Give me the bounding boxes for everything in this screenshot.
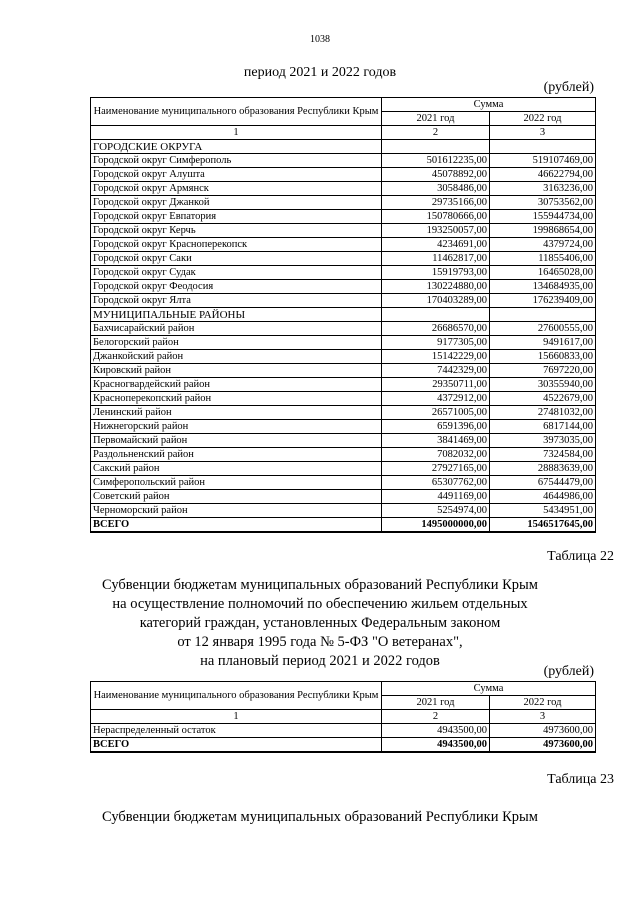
unit-label-2: (рублей) — [543, 664, 594, 679]
table-row — [91, 448, 596, 462]
table22-title-line: Субвенции бюджетам муниципальных образований Республики Крым — [102, 577, 538, 593]
cell-name: Ленинский район — [91, 406, 382, 420]
table-row — [91, 280, 596, 294]
cell-name: Городской округ Судак — [91, 266, 382, 280]
cell-2022: 519107469,00 — [490, 154, 596, 168]
cell-2022: 155944734,00 — [490, 210, 596, 224]
cell-2022: 16465028,00 — [490, 266, 596, 280]
cell-2022: 4644986,00 — [490, 490, 596, 504]
cell-name: Первомайский район — [91, 434, 382, 448]
table-row — [91, 378, 596, 392]
cell-2022: 15660833,00 — [490, 350, 596, 364]
table-row — [91, 350, 596, 364]
cell-name: Джанкойский район — [91, 350, 382, 364]
index-3: 3 — [490, 126, 596, 140]
total-row — [91, 738, 596, 753]
header-year-2022: 2022 год — [490, 112, 596, 126]
table-row — [91, 154, 596, 168]
table-row — [91, 224, 596, 238]
cell-name: Сакский район — [91, 462, 382, 476]
cell-2022: 30753562,00 — [490, 196, 596, 210]
cell-2021: 4943500,00 — [382, 738, 490, 753]
cell-2022: 5434951,00 — [490, 504, 596, 518]
cell-name: Городской округ Феодосия — [91, 280, 382, 294]
table22-title-line: категорий граждан, установленных Федеральным законом — [139, 615, 501, 631]
header-year-2021: 2021 год — [382, 112, 490, 126]
table-row — [91, 252, 596, 266]
cell-2021: 15919793,00 — [382, 266, 490, 280]
cell-name: ГОРОДСКИЕ ОКРУГА — [91, 140, 382, 154]
cell-name: Белогорский район — [91, 336, 382, 350]
cell-name: Нераспределенный остаток — [91, 724, 382, 738]
total-row — [91, 518, 596, 533]
cell-2022: 176239409,00 — [490, 294, 596, 308]
cell-2021: 7442329,00 — [382, 364, 490, 378]
table-row — [91, 504, 596, 518]
cell-2022: 4973600,00 — [490, 724, 596, 738]
cell-2021: 6591396,00 — [382, 420, 490, 434]
table-row — [91, 168, 596, 182]
cell-name: Раздольненский район — [91, 448, 382, 462]
table22-title — [40, 576, 600, 671]
table-header-row — [91, 682, 596, 696]
cell-name: Симферопольский район — [91, 476, 382, 490]
cell-name: Бахчисарайский район — [91, 322, 382, 336]
table-row — [91, 490, 596, 504]
cell-2022: 3163236,00 — [490, 182, 596, 196]
cell-2022: 4973600,00 — [490, 738, 596, 753]
cell-name: Городской округ Евпатория — [91, 210, 382, 224]
cell-2022: 46622794,00 — [490, 168, 596, 182]
cell-name: Городской округ Ялта — [91, 294, 382, 308]
table-row — [91, 406, 596, 420]
cell-name: Городской округ Симферополь — [91, 154, 382, 168]
unit-label: (рублей) — [543, 80, 594, 95]
cell-2021: 29735166,00 — [382, 196, 490, 210]
header-name-col: Наименование муниципального образования Республики Крым — [91, 98, 382, 126]
cell-name: ВСЕГО — [91, 738, 382, 753]
cell-name: Городской округ Керчь — [91, 224, 382, 238]
table-index-row — [91, 126, 596, 140]
index-2: 2 — [382, 710, 490, 724]
table22-caption: Таблица 22 — [547, 549, 614, 564]
table-header-row — [91, 98, 596, 112]
table-row — [91, 434, 596, 448]
table-row — [91, 462, 596, 476]
cell-2022: 199868654,00 — [490, 224, 596, 238]
table-row — [91, 210, 596, 224]
cell-name: Городской округ Джанкой — [91, 196, 382, 210]
cell-2021: 4234691,00 — [382, 238, 490, 252]
table-row — [91, 182, 596, 196]
table22-title-line: на осуществление полномочий по обеспечению жильем отдельных — [112, 596, 528, 612]
cell-2021: 170403289,00 — [382, 294, 490, 308]
subvention-table-1 — [90, 97, 596, 533]
cell-2022: 28883639,00 — [490, 462, 596, 476]
index-1: 1 — [91, 710, 382, 724]
cell-2022: 6817144,00 — [490, 420, 596, 434]
table-row — [91, 420, 596, 434]
table-heading-tail: период 2021 и 2022 годов — [243, 65, 397, 80]
cell-2021: 5254974,00 — [382, 504, 490, 518]
cell-name: Городской округ Алушта — [91, 168, 382, 182]
cell-2021: 4372912,00 — [382, 392, 490, 406]
cell-2021: 130224880,00 — [382, 280, 490, 294]
cell-2021: 26686570,00 — [382, 322, 490, 336]
table-row — [91, 336, 596, 350]
cell-2021: 15142229,00 — [382, 350, 490, 364]
cell-name: Нижнегорский район — [91, 420, 382, 434]
cell-2022 — [490, 308, 596, 322]
table-row — [91, 476, 596, 490]
cell-name: Городской округ Саки — [91, 252, 382, 266]
table23-caption: Таблица 23 — [547, 772, 614, 787]
table-row — [91, 294, 596, 308]
cell-2022: 67544479,00 — [490, 476, 596, 490]
section-row — [91, 140, 596, 154]
cell-2022: 7324584,00 — [490, 448, 596, 462]
header-year-2022: 2022 год — [490, 696, 596, 710]
table22-title-line: от 12 января 1995 года № 5-ФЗ "О ветеранах", — [177, 634, 463, 650]
table-row — [91, 392, 596, 406]
index-2: 2 — [382, 126, 490, 140]
cell-2022: 4522679,00 — [490, 392, 596, 406]
table-row — [91, 724, 596, 738]
cell-2022: 1546517645,00 — [490, 518, 596, 533]
cell-2022 — [490, 140, 596, 154]
table-index-row — [91, 710, 596, 724]
cell-2022: 7697220,00 — [490, 364, 596, 378]
cell-2021: 26571005,00 — [382, 406, 490, 420]
cell-2021: 150780666,00 — [382, 210, 490, 224]
cell-2021: 11462817,00 — [382, 252, 490, 266]
cell-2022: 27600555,00 — [490, 322, 596, 336]
header-sum-col: Сумма — [382, 98, 596, 112]
cell-name: ВСЕГО — [91, 518, 382, 533]
cell-2022: 3973035,00 — [490, 434, 596, 448]
cell-2021: 193250057,00 — [382, 224, 490, 238]
cell-2021: 4943500,00 — [382, 724, 490, 738]
header-sum-col: Сумма — [382, 682, 596, 696]
cell-name: Советский район — [91, 490, 382, 504]
cell-2022: 9491617,00 — [490, 336, 596, 350]
cell-2021: 501612235,00 — [382, 154, 490, 168]
header-name-col: Наименование муниципального образования Республики Крым — [91, 682, 382, 710]
subvention-table-22 — [90, 681, 596, 753]
cell-2021: 9177305,00 — [382, 336, 490, 350]
index-3: 3 — [490, 710, 596, 724]
cell-2022: 30355940,00 — [490, 378, 596, 392]
cell-name: Городской округ Армянск — [91, 182, 382, 196]
cell-name: Городской округ Красноперекопск — [91, 238, 382, 252]
table-row — [91, 266, 596, 280]
cell-name: Красноперекопский район — [91, 392, 382, 406]
cell-2022: 11855406,00 — [490, 252, 596, 266]
cell-2021: 29350711,00 — [382, 378, 490, 392]
cell-2022: 134684935,00 — [490, 280, 596, 294]
cell-name: Кировский район — [91, 364, 382, 378]
cell-2021: 65307762,00 — [382, 476, 490, 490]
cell-2021: 3841469,00 — [382, 434, 490, 448]
cell-name: Черноморский район — [91, 504, 382, 518]
table-row — [91, 364, 596, 378]
cell-2021: 3058486,00 — [382, 182, 490, 196]
cell-2021: 1495000000,00 — [382, 518, 490, 533]
table-row — [91, 238, 596, 252]
cell-2021: 4491169,00 — [382, 490, 490, 504]
cell-2021: 27927165,00 — [382, 462, 490, 476]
cell-2022: 27481032,00 — [490, 406, 596, 420]
cell-2021: 45078892,00 — [382, 168, 490, 182]
table22-title-line: на плановый период 2021 и 2022 годов — [200, 653, 440, 669]
cell-2021 — [382, 308, 490, 322]
section-row — [91, 308, 596, 322]
header-year-2021: 2021 год — [382, 696, 490, 710]
table23-title: Субвенции бюджетам муниципальных образований Республики Крым — [102, 809, 538, 825]
index-1: 1 — [91, 126, 382, 140]
table-row — [91, 322, 596, 336]
cell-2022: 4379724,00 — [490, 238, 596, 252]
cell-2021 — [382, 140, 490, 154]
cell-name: МУНИЦИПАЛЬНЫЕ РАЙОНЫ — [91, 308, 382, 322]
table-row — [91, 196, 596, 210]
cell-2021: 7082032,00 — [382, 448, 490, 462]
cell-name: Красногвардейский район — [91, 378, 382, 392]
page-number: 1038 — [310, 34, 330, 45]
